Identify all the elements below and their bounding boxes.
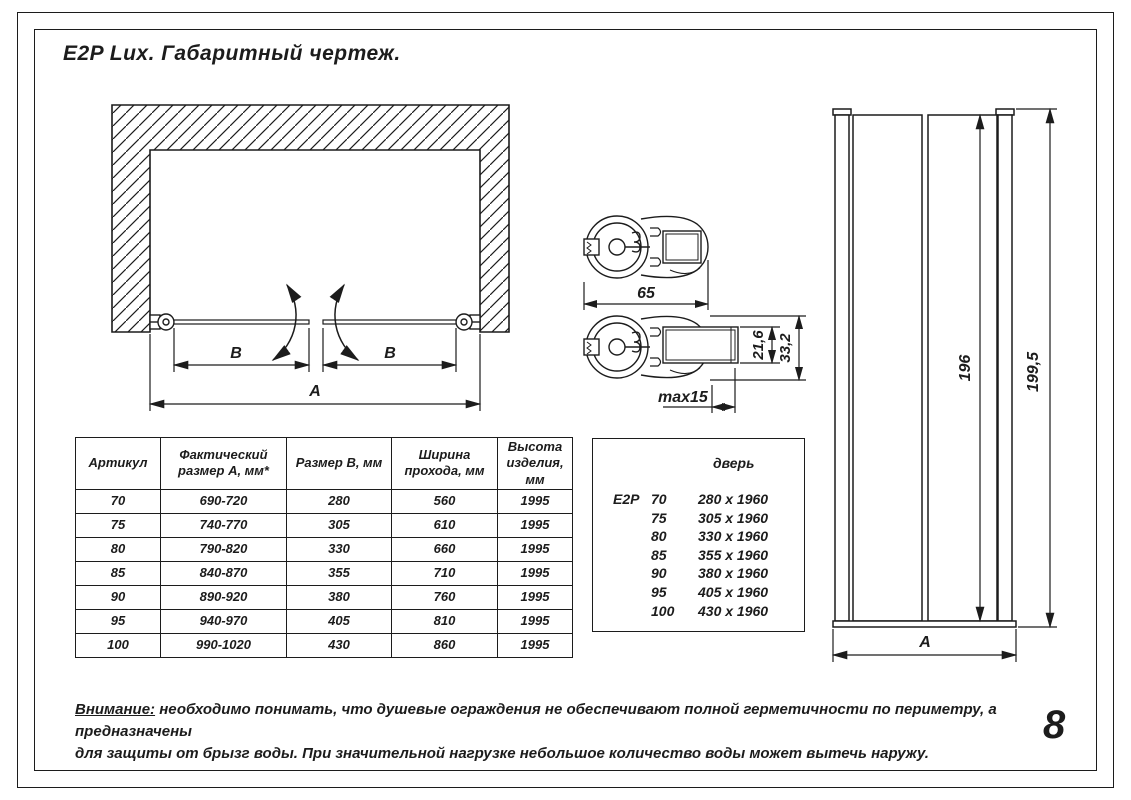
dim-b-right-label: B xyxy=(384,345,396,362)
profile-section-closed xyxy=(584,216,708,278)
door-size-row xyxy=(651,584,768,603)
door-size-row xyxy=(651,528,768,547)
dim-196-label: 196 xyxy=(957,354,974,382)
wall-hatch xyxy=(112,105,509,332)
cell-size-b: 380 xyxy=(287,585,392,609)
dim-199-5-label: 199,5 xyxy=(1025,351,1042,393)
cell-pass-width: 660 xyxy=(392,537,498,561)
door-box-model: E2P xyxy=(613,491,640,507)
door-size-article: 90 xyxy=(651,565,667,582)
cell-height: 1995 xyxy=(498,633,573,657)
dim-a-front-label: A xyxy=(919,634,931,651)
door-size-article: 85 xyxy=(651,546,667,563)
cell-height: 1995 xyxy=(498,561,573,585)
cell-height: 1995 xyxy=(498,513,573,537)
dim-65-label: 65 xyxy=(637,285,655,302)
cell-pass-width: 810 xyxy=(392,609,498,633)
warning-note-line1 xyxy=(75,699,1020,743)
cell-size-b: 355 xyxy=(287,561,392,585)
warning-note xyxy=(75,699,1020,765)
door-size-article: 75 xyxy=(651,509,667,526)
door-size-value: 305 x 1960 xyxy=(698,509,769,526)
warning-note-line2: для защиты от брызг воды. При значительной нагрузке небольшое количество воды может вытечь наружу. xyxy=(75,745,929,762)
cell-size-b: 405 xyxy=(287,609,392,633)
door-size-box xyxy=(592,438,805,632)
cell-size-b: 305 xyxy=(287,513,392,537)
plan-view-drawing xyxy=(100,100,515,415)
dim-21-6-label: 21,6 xyxy=(750,330,767,360)
dim-b-left-label: B xyxy=(230,345,242,362)
glass-panel-left xyxy=(853,115,922,621)
door-panel-right xyxy=(323,320,456,324)
wall-profile-cap-right xyxy=(996,109,1014,115)
warning-note-text1: необходимо понимать, что душевые ограждения не обеспечивают полной герметичности по периметру, а предназначены xyxy=(75,701,997,740)
cell-height: 1995 xyxy=(498,585,573,609)
door-size-value: 355 x 1960 xyxy=(698,546,769,563)
cell-size-a: 940-970 xyxy=(161,609,287,633)
cell-article: 80 xyxy=(76,537,161,561)
hinge-left-icon xyxy=(150,314,174,330)
spec-table xyxy=(75,437,573,658)
spec-table-row xyxy=(76,585,573,609)
spec-table-row xyxy=(76,561,573,585)
door-box-title: дверь xyxy=(713,455,755,471)
profile-sections-drawing xyxy=(575,200,820,430)
spec-table-row xyxy=(76,489,573,513)
cell-size-a: 840-870 xyxy=(161,561,287,585)
wall-profile-cap-left xyxy=(833,109,851,115)
cell-size-a: 990-1020 xyxy=(161,633,287,657)
cell-article: 100 xyxy=(76,633,161,657)
spec-table-row xyxy=(76,609,573,633)
col-header-article: Артикул xyxy=(76,438,161,490)
cell-height: 1995 xyxy=(498,609,573,633)
bottom-rail xyxy=(833,621,1016,627)
cell-article: 95 xyxy=(76,609,161,633)
cell-height: 1995 xyxy=(498,537,573,561)
door-size-value: 280 x 1960 xyxy=(698,491,769,507)
spec-table-row xyxy=(76,633,573,657)
cell-size-b: 330 xyxy=(287,537,392,561)
door-panel-left xyxy=(174,320,309,324)
cell-pass-width: 760 xyxy=(392,585,498,609)
door-size-row xyxy=(651,547,768,566)
door-size-value: 405 x 1960 xyxy=(698,583,769,600)
page-number: 8 xyxy=(1043,703,1066,747)
door-size-article: 100 xyxy=(651,602,675,619)
door-size-row xyxy=(651,565,768,584)
door-size-value: 380 x 1960 xyxy=(698,565,769,582)
page-title: E2P Lux. Габаритный чертеж. xyxy=(63,42,401,65)
front-view-drawing xyxy=(825,100,1065,675)
spec-table-header-row xyxy=(76,438,573,490)
cell-pass-width: 710 xyxy=(392,561,498,585)
cell-size-a: 890-920 xyxy=(161,585,287,609)
cell-article: 85 xyxy=(76,561,161,585)
col-header-size-b: Размер В, мм xyxy=(287,438,392,490)
warning-note-label: Внимание: xyxy=(75,701,156,718)
hinge-right-icon xyxy=(456,314,480,330)
cell-size-b: 430 xyxy=(287,633,392,657)
dim-a-label: A xyxy=(309,383,321,400)
cell-pass-width: 560 xyxy=(392,489,498,513)
cell-article: 75 xyxy=(76,513,161,537)
cell-article: 70 xyxy=(76,489,161,513)
door-size-article: 95 xyxy=(651,583,667,600)
cell-pass-width: 610 xyxy=(392,513,498,537)
spec-table-row xyxy=(76,537,573,561)
door-size-value: 430 x 1960 xyxy=(698,602,769,619)
cell-size-a: 790-820 xyxy=(161,537,287,561)
cell-size-b: 280 xyxy=(287,489,392,513)
door-size-article: 80 xyxy=(651,528,667,545)
cell-size-a: 740-770 xyxy=(161,513,287,537)
wall-profile-left xyxy=(835,115,849,621)
door-size-row xyxy=(651,491,768,510)
dim-33-2-label: 33,2 xyxy=(777,333,794,363)
dim-max15-label: max15 xyxy=(658,389,708,406)
cell-size-a: 690-720 xyxy=(161,489,287,513)
col-header-height: Высота изделия, мм xyxy=(498,438,573,490)
door-size-value: 330 x 1960 xyxy=(698,528,769,545)
spec-table-row xyxy=(76,513,573,537)
profile-section-extended xyxy=(584,316,738,378)
cell-article: 90 xyxy=(76,585,161,609)
col-header-size-a: Фактический размер А, мм* xyxy=(161,438,287,490)
door-size-row xyxy=(651,510,768,529)
cell-pass-width: 860 xyxy=(392,633,498,657)
wall-profile-right xyxy=(998,115,1012,621)
door-size-article: 70 xyxy=(651,491,667,507)
col-header-pass-width: Ширина прохода, мм xyxy=(392,438,498,490)
cell-height: 1995 xyxy=(498,489,573,513)
door-size-row xyxy=(651,603,768,622)
